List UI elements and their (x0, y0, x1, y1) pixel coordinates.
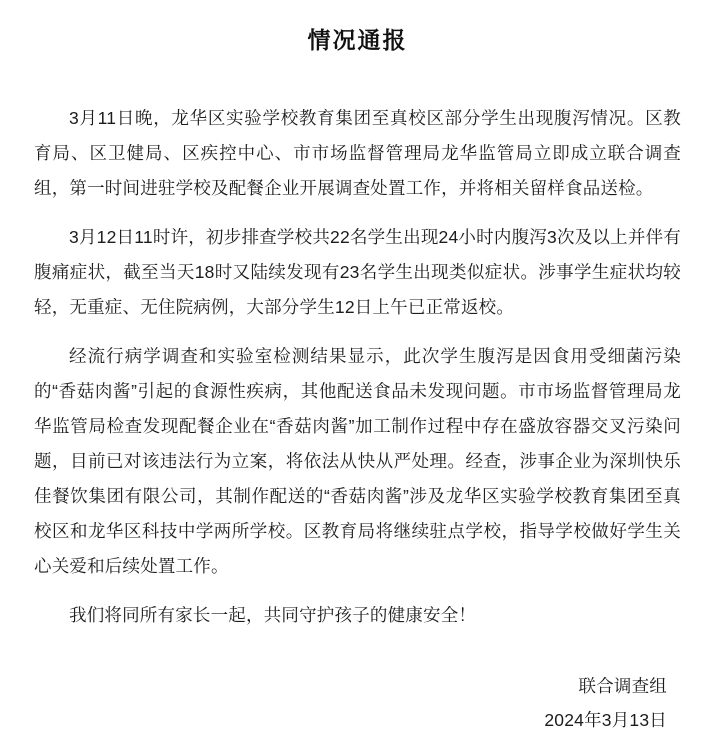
signature-organization: 联合调查组 (578, 676, 667, 696)
signature-date: 2024年3月13日 (544, 710, 667, 730)
document-page (0, 22, 715, 728)
paragraph-4: 我们将同所有家长一起，共同守护孩子的健康安全！ (69, 605, 477, 625)
page-title: 情况通报 (307, 27, 408, 53)
paragraph-3: 经流行病学调查和实验室检测结果显示，此次学生腹泻是因食用受细菌污染的“香菇肉酱”引起的食源性疾病，其他配送食品未发现问题。市市场监督管理局龙华监管局检查发现配餐企业在“香菇肉酱”加工制作过程中存在盛放容器交叉污染问题，目前已对该违法行为立案，将依法从快从严处理。经查，涉事企业为深圳快乐佳餐饮集团有限公司，其制作配送的“香菇肉酱”涉及龙华区实验学校教育集团至真校区和龙华区科技中学两所学校。区教育局将继续驻点学校，指导学校做好学生关心关爱和后续处置工作。 (34, 346, 681, 576)
paragraph-1: 3月11日晚，龙华区实验学校教育集团至真校区部分学生出现腹泻情况。区教育局、区卫健局、区疾控中心、市市场监督管理局龙华监管局立即成立联合调查组，第一时间进驻学校及配餐企业开展调查处置工作，并将相关留样食品送检。 (34, 108, 681, 198)
paragraph-2: 3月12日11时许，初步排查学校共22名学生出现24小时内腹泻3次及以上并伴有腹痛症状，截至当天18时又陆续发现有23名学生出现类似症状。涉事学生症状均较轻，无重症、无住院病例，大部分学生12日上午已正常返校。 (34, 227, 681, 317)
document-body (34, 101, 681, 633)
signature-block (0, 669, 681, 737)
